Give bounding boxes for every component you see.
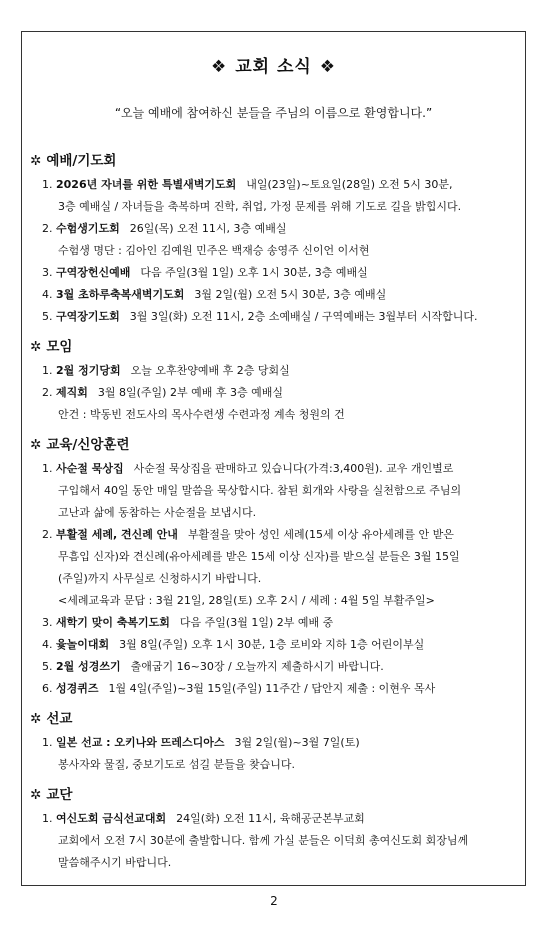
item-detail-line: (주일)까지 사무실로 신청하시기 바랍니다. (58, 572, 262, 585)
item-detail-line: 말씀해주시기 바랍니다. (58, 856, 172, 869)
news-item (30, 284, 520, 306)
item-detail-line: 구입해서 40일 동안 매일 말씀을 묵상합시다. 참된 회개와 사랑을 실천함으로 주님의 (58, 484, 462, 497)
item-label: 구역장헌신예배 (56, 266, 131, 279)
asterisk-icon: ✲ (30, 437, 42, 453)
item-detail-line: 교회에서 오전 7시 30분에 출발합니다. 함께 가실 분들은 이덕희 총여신도회 회장님께 (58, 834, 469, 847)
item-detail-line: <세례교육과 문답 : 3월 21일, 28일(토) 오후 2시 / 세례 : 4월 5일 부활주일> (58, 594, 435, 607)
section-heading-text: 선교 (46, 711, 73, 727)
asterisk-icon: ✲ (30, 711, 42, 727)
news-item (30, 678, 520, 700)
item-number: 6. (42, 682, 53, 695)
section-heading-text: 교육/신앙훈련 (46, 437, 130, 453)
item-text: 3월 8일(주일) 2부 예배 후 3층 예배실 (97, 386, 283, 399)
item-label: 수험생기도회 (56, 222, 120, 235)
news-section (30, 708, 520, 776)
item-label: 제직회 (56, 386, 88, 399)
item-label: 윷놀이대회 (56, 638, 110, 651)
news-item (30, 524, 520, 546)
news-item (30, 306, 520, 328)
section-heading-text: 교단 (46, 787, 73, 803)
item-text: 26일(목) 오전 11시, 3층 예배실 (129, 222, 287, 235)
section-heading (30, 150, 520, 172)
item-text: 3월 3일(화) 오전 11시, 2층 소예배실 / 구역예배는 3월부터 시작합니다. (129, 310, 478, 323)
item-number: 1. (42, 812, 53, 825)
item-text: 24일(화) 오전 11시, 육해공군본부교회 (176, 812, 365, 825)
section-heading (30, 784, 520, 806)
item-number: 3. (42, 616, 53, 629)
news-item (30, 218, 520, 240)
section-heading-text: 모임 (46, 339, 73, 355)
item-label: 2월 정기당회 (56, 364, 121, 377)
item-text: 다음 주일(3월 1일) 오후 1시 30분, 3층 예배실 (140, 266, 368, 279)
item-detail-line: 3층 예배실 / 자녀들을 축복하며 진학, 취업, 가정 문제를 위해 기도로 길을 밝힙시다. (58, 200, 462, 213)
item-label: 3월 초하루축복새벽기도회 (56, 288, 185, 301)
item-number: 1. (42, 462, 53, 475)
item-detail-line: 고난과 삶에 동참하는 사순절을 보냅시다. (58, 506, 257, 519)
news-content (30, 150, 520, 882)
item-label: 새학기 맞이 축복기도회 (56, 616, 170, 629)
item-text: 내일(23일)~토요일(28일) 오전 5시 30분, (246, 178, 453, 191)
item-text: 3월 2일(월) 오전 5시 30분, 3층 예배실 (194, 288, 387, 301)
news-item (30, 732, 520, 754)
item-number: 3. (42, 266, 53, 279)
item-text: 오늘 오후찬양예배 후 2층 당회실 (130, 364, 290, 377)
item-number: 5. (42, 660, 53, 673)
news-item (30, 612, 520, 634)
news-item (30, 360, 520, 382)
item-text: 다음 주일(3월 1일) 2부 예배 중 (179, 616, 334, 629)
page-number: 2 (270, 894, 278, 908)
item-detail-line: 무흠입 신자)와 견신례(유아세례를 받은 15세 이상 신자)를 받으실 분들은 3월 15일 (58, 550, 460, 563)
title-diamond-left-icon: ❖ (210, 57, 228, 77)
item-label: 성경퀴즈 (56, 682, 99, 695)
bulletin-frame (21, 31, 526, 886)
item-label: 부활절 세례, 견신례 안내 (56, 528, 178, 541)
item-label: 사순절 묵상집 (56, 462, 124, 475)
asterisk-icon: ✲ (30, 787, 42, 803)
item-number: 1. (42, 736, 53, 749)
item-text: 3월 2일(월)~3월 7일(토) (234, 736, 360, 749)
news-section (30, 434, 520, 700)
greeting-text: “오늘 예배에 참여하신 분들을 주님의 이름으로 환영합니다.” (114, 106, 433, 120)
news-section (30, 150, 520, 328)
asterisk-icon: ✲ (30, 153, 42, 169)
item-number: 2. (42, 386, 53, 399)
item-number: 4. (42, 288, 53, 301)
news-item (30, 262, 520, 284)
news-item (30, 382, 520, 404)
item-label: 2026년 자녀를 위한 특별새벽기도회 (56, 178, 237, 191)
news-item (30, 458, 520, 480)
news-section (30, 784, 520, 874)
item-number: 1. (42, 178, 53, 191)
section-heading-text: 예배/기도회 (46, 153, 117, 169)
title-diamond-right-icon: ❖ (319, 57, 337, 77)
item-label: 2월 성경쓰기 (56, 660, 121, 673)
item-number: 2. (42, 222, 53, 235)
section-heading (30, 434, 520, 456)
item-number: 2. (42, 528, 53, 541)
news-item (30, 808, 520, 830)
item-text: 1월 4일(주일)~3월 15일(주일) 11주간 / 답안지 제출 : 이현우 목사 (108, 682, 436, 695)
item-detail-line: 수험생 명단 : 김아인 김예원 민주은 백재승 송영주 신이언 이서현 (58, 244, 370, 257)
item-text: 출애굽기 16~30장 / 오늘까지 제출하시기 바랍니다. (130, 660, 384, 673)
section-heading (30, 336, 520, 358)
item-label: 일본 선교 : 오키나와 뜨레스디아스 (56, 736, 225, 749)
item-detail-line: 봉사자와 물질, 중보기도로 섬길 분들을 찾습니다. (58, 758, 295, 771)
item-number: 5. (42, 310, 53, 323)
title-text: 교회 소식 (235, 57, 312, 77)
item-label: 구역장기도회 (56, 310, 120, 323)
item-label: 여신도회 금식선교대회 (56, 812, 167, 825)
item-number: 4. (42, 638, 53, 651)
news-item (30, 174, 520, 196)
item-number: 1. (42, 364, 53, 377)
news-item (30, 634, 520, 656)
page-title (22, 52, 525, 77)
news-item (30, 656, 520, 678)
news-section (30, 336, 520, 426)
item-text: 3월 8일(주일) 오후 1시 30분, 1층 로비와 지하 1층 어린이부실 (119, 638, 425, 651)
item-text: 사순절 묵상집을 판매하고 있습니다(가격:3,400원). 교우 개인별로 (133, 462, 454, 475)
item-detail-line: 안건 : 박동빈 전도사의 목사수련생 수련과정 계속 청원의 건 (58, 408, 345, 421)
section-heading (30, 708, 520, 730)
item-text: 부활절을 맞아 성인 세례(15세 이상 유아세례를 안 받은 (187, 528, 454, 541)
asterisk-icon: ✲ (30, 339, 42, 355)
